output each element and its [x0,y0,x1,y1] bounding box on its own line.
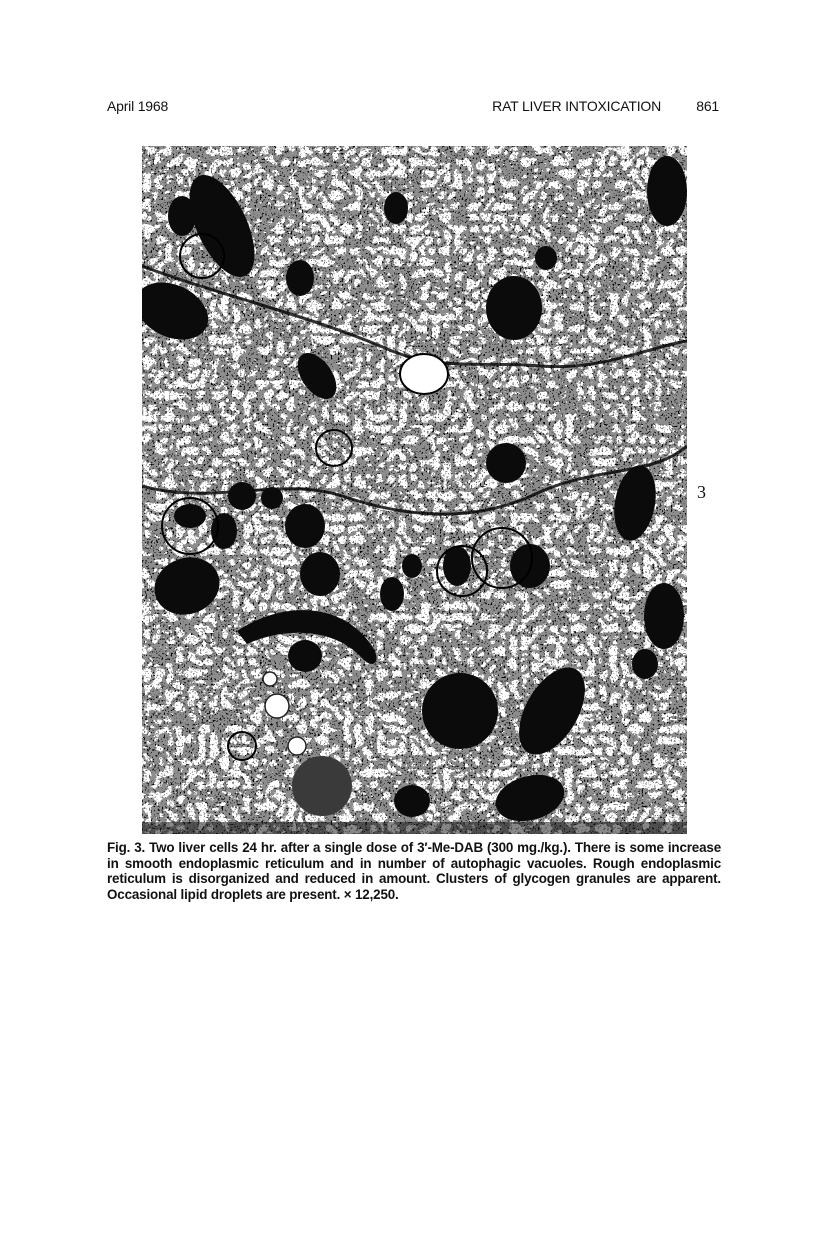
running-head [107,98,719,120]
bile-canaliculus [400,354,448,394]
page-number: 861 [696,98,719,114]
journal-date: April 1968 [107,98,169,114]
plate-number: 3 [697,482,706,502]
electron-micrograph [142,146,687,834]
running-title: RAT LIVER INTOXICATION [492,98,661,114]
figure-caption: Fig. 3. Two liver cells 24 hr. after a single dose of 3′-Me-DAB (300 mg./kg.). There is some increase in smooth endoplasmic reticulum and in number of autophagic vacuoles. Rough endoplasmic reticulum is disorganized and reduced in amount. Clusters of glycogen granules are apparent. Occasional lipid droplets are present. × 12,250. [107,840,721,902]
